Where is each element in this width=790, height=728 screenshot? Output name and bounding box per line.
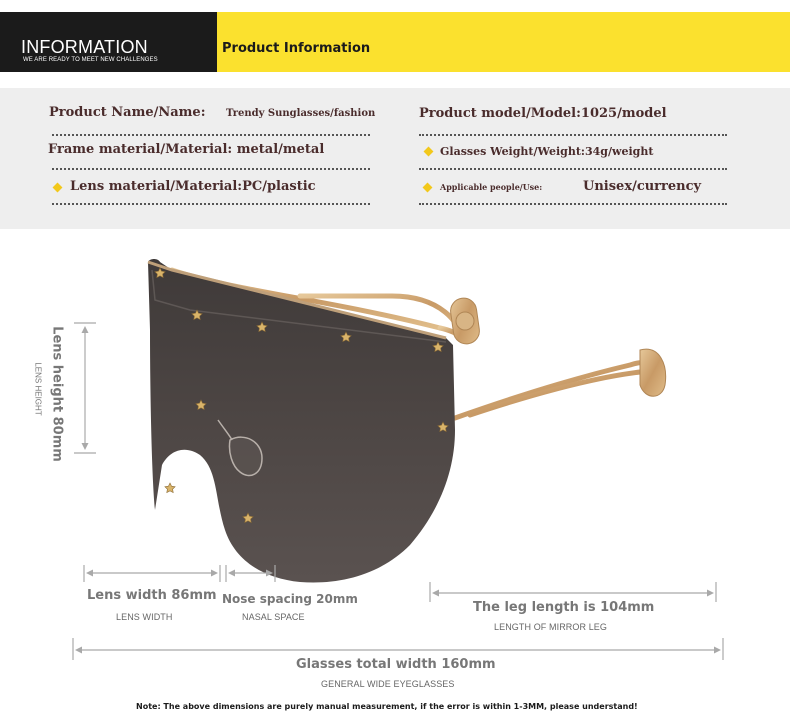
temple-tip [449, 296, 666, 396]
divider-dots [52, 168, 370, 170]
product-name-value: Trendy Sunglasses/fashion [226, 108, 376, 119]
total-width-sublabel: GENERAL WIDE EYEGLASSES [321, 679, 455, 689]
header-title: INFORMATION [21, 37, 148, 57]
glasses-weight: Glasses Weight/Weight:34g/weight [440, 145, 654, 158]
leg-length-sublabel: LENGTH OF MIRROR LEG [494, 622, 608, 632]
divider-dots [419, 203, 727, 205]
lens-width-sublabel: LENS WIDTH [116, 612, 173, 622]
applicable-people-value: Unisex/currency [583, 179, 702, 194]
lens-width-label: Lens width 86mm [87, 588, 217, 603]
header-subtitle: WE ARE READY TO MEET NEW CHALLENGES [23, 57, 158, 63]
leg-length-label: The leg length is 104mm [473, 600, 655, 615]
divider-dots [419, 168, 727, 170]
frame-material: Frame material/Material: metal/metal [48, 142, 325, 157]
shield-lens [148, 259, 455, 583]
applicable-people-label: Applicable people/Use: [440, 182, 543, 192]
product-name-label: Product Name/Name: [49, 105, 206, 120]
divider-dots [52, 203, 370, 205]
lens-height-label: Lens height 80mm [49, 326, 65, 462]
sunglasses-product-image [0, 230, 790, 700]
lens-material: Lens material/Material:PC/plastic [70, 179, 316, 194]
nose-spacing-label: Nose spacing 20mm [222, 592, 358, 606]
nose-spacing-sublabel: NASAL SPACE [242, 612, 305, 622]
lens-height-sublabel: LENS HEIGHT [33, 362, 43, 416]
measurement-note: Note: The above dimensions are purely manual measurement, if the error is within 1-3MM, please understand! [136, 702, 638, 711]
total-width-label: Glasses total width 160mm [296, 657, 496, 672]
divider-dots [419, 134, 727, 136]
divider-dots [52, 134, 370, 136]
section-title: Product Information [222, 41, 371, 56]
product-model: Product model/Model:1025/model [419, 106, 667, 121]
